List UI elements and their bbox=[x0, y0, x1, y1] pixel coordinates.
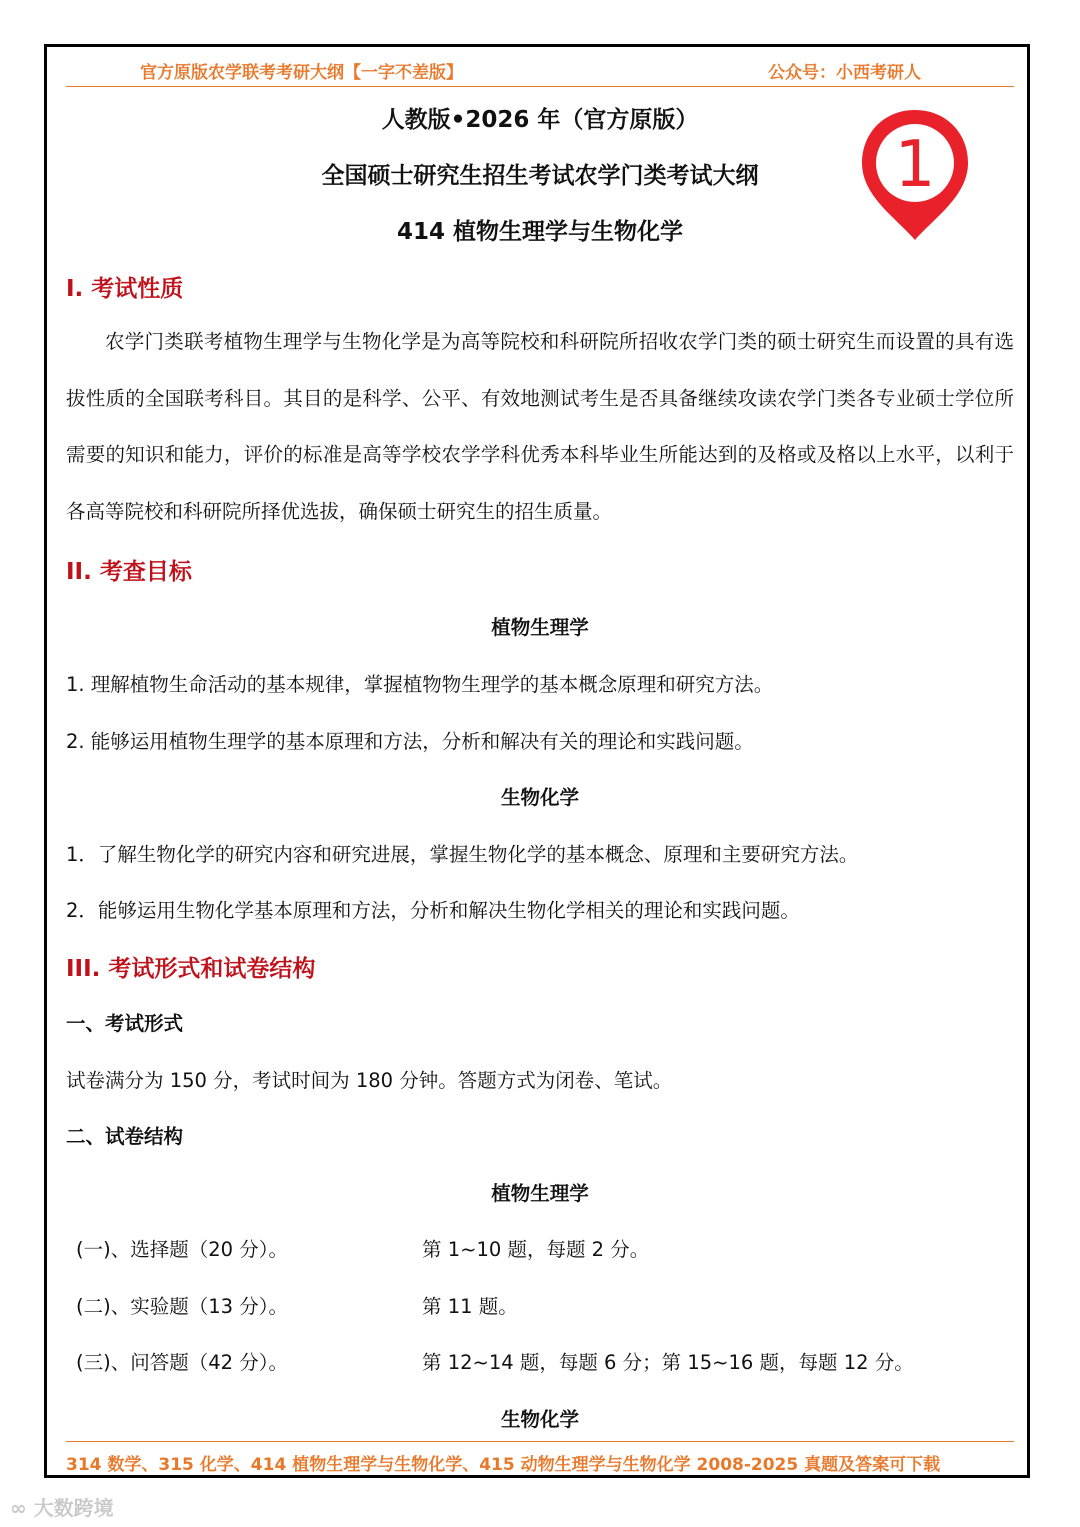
header-right-text: 公众号：小西考研人 bbox=[768, 63, 921, 83]
title-line-1: 人教版•2026 年（官方原版） bbox=[381, 107, 699, 133]
structure-plant-subtitle: 植物生理学 bbox=[491, 1182, 589, 1205]
section-3-heading: III. 考试形式和试卷结构 bbox=[66, 956, 316, 982]
title-line-3: 414 植物生理学与生物化学 bbox=[396, 219, 684, 245]
structure-row-label: (二)、实验题（13 分）。 bbox=[76, 1295, 288, 1318]
badge-number: 1 bbox=[894, 128, 936, 202]
exam-form-heading: 一、考试形式 bbox=[66, 1012, 184, 1035]
bio-objective-1: 1．了解生物化学的研究内容和研究进展，掌握生物化学的基本概念、原理和主要研究方法。 bbox=[66, 843, 859, 866]
structure-row-detail: 第 12~14 题，每题 6 分；第 15~16 题，每题 12 分。 bbox=[422, 1351, 914, 1374]
plant-objective-2: 2. 能够运用植物生理学的基本原理和方法，分析和解决有关的理论和实践问题。 bbox=[66, 730, 754, 753]
title-line-2: 全国硕士研究生招生考试农学门类考试大纲 bbox=[321, 163, 759, 189]
structure-bio-subtitle: 生物化学 bbox=[500, 1408, 579, 1431]
section-1-paragraph: 农学门类联考植物生理学与生物化学是为高等院校和科研院所招收农学门类的硕士研究生而设置的具有选拔性质的全国联考科目。其目的是科学、公平、有效地测试考生是否具备继续攻读农学门类各专业硕士学位所需要的知识和能力，评价的标准是高等学校农学学科优秀本科毕业生所能达到的及格或及格以上水平，以利于各高等院校和科研院所择优选拔，确保硕士研究生的招生质量。 bbox=[66, 330, 1014, 523]
structure-row-label: (三)、问答题（42 分）。 bbox=[76, 1351, 288, 1374]
structure-row-label: (一)、选择题（20 分）。 bbox=[76, 1238, 288, 1261]
page-frame bbox=[44, 44, 1030, 1478]
exam-form-text: 试卷满分为 150 分，考试时间为 180 分钟。答题方式为闭卷、笔试。 bbox=[66, 1069, 673, 1092]
header-left-text: 官方原版农学联考考研大纲【一字不差版】 bbox=[140, 63, 463, 83]
plant-objective-1: 1. 理解植物生命活动的基本规律，掌握植物物生理学的基本概念原理和研究方法。 bbox=[66, 673, 774, 696]
footer-rule bbox=[66, 1441, 1014, 1442]
header-rule bbox=[66, 86, 1014, 87]
bio-objective-2: 2．能够运用生物化学基本原理和方法，分析和解决生物化学相关的理论和实践问题。 bbox=[66, 899, 800, 922]
watermark bbox=[10, 1492, 114, 1521]
plant-physiology-subtitle: 植物生理学 bbox=[491, 616, 589, 639]
structure-row-detail: 第 1~10 题，每题 2 分。 bbox=[422, 1238, 650, 1261]
watermark-logo-icon: ∞ bbox=[10, 1496, 27, 1520]
section-2-heading: II. 考查目标 bbox=[66, 559, 192, 585]
paper-structure-heading: 二、试卷结构 bbox=[66, 1125, 184, 1148]
structure-row-detail: 第 11 题。 bbox=[422, 1295, 518, 1318]
biochemistry-subtitle: 生物化学 bbox=[500, 786, 579, 809]
section-1-heading: I. 考试性质 bbox=[66, 276, 184, 302]
number-pin-badge bbox=[860, 106, 970, 246]
watermark-text: 大数跨境 bbox=[33, 1496, 114, 1520]
footer-text: 314 数学、315 化学、414 植物生理学与生物化学、415 动物生理学与生物化学 2008-2025 真题及答案可下载 bbox=[66, 1455, 941, 1475]
